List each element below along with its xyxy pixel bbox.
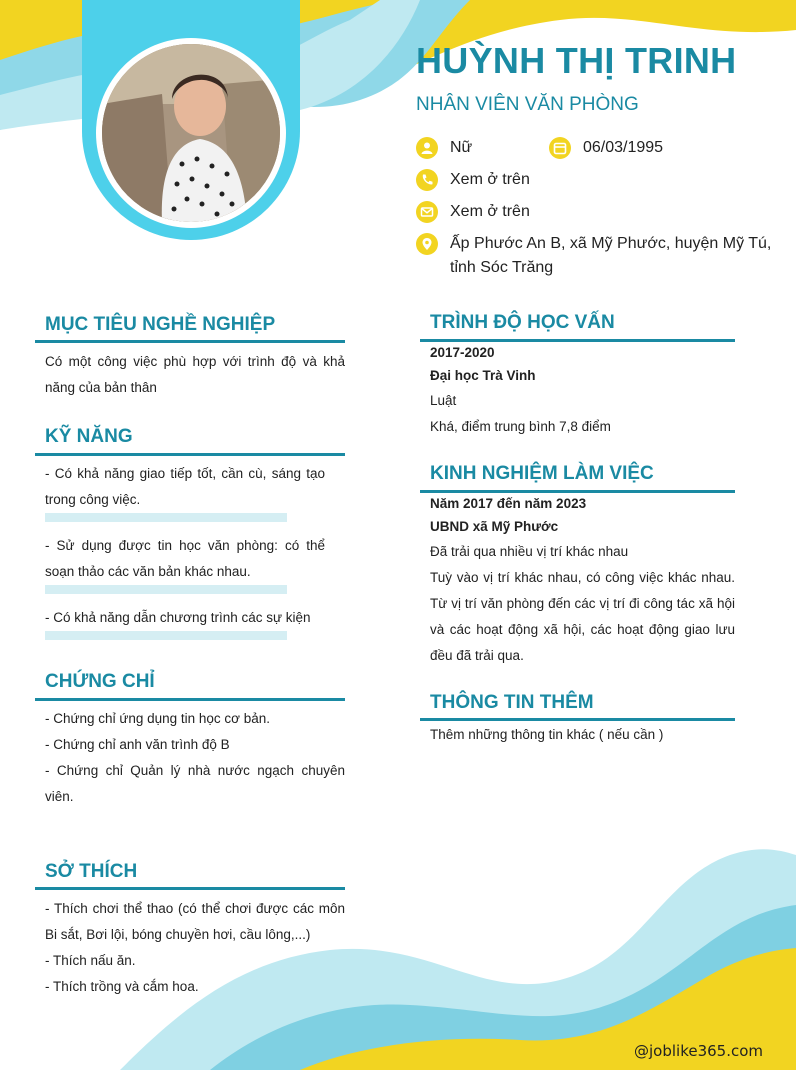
skill-level-bar: [45, 631, 287, 640]
skill-item: - Có khả năng giao tiếp tốt, cần cù, sáng tạo trong công việc.: [45, 466, 325, 507]
phone-row: [416, 169, 530, 192]
address-value: [450, 232, 771, 280]
certificate-item: - Chứng chỉ anh văn trình độ B: [45, 737, 230, 752]
experience-line: Đã trải qua nhiều vị trí khác nhau: [430, 544, 629, 559]
birthday-value: 06/03/1995: [583, 139, 664, 156]
gender-value: Nữ: [450, 139, 473, 156]
certificate-item: - Chứng chỉ ứng dụng tin học cơ bản.: [45, 711, 271, 726]
skill-item: - Có khả năng dẫn chương trình các sự kiện: [45, 610, 311, 625]
address-line-2: tỉnh Sóc Trăng: [450, 259, 554, 276]
candidate-name: HUỲNH THỊ TRINH: [416, 40, 737, 81]
certificates-title: CHỨNG CHỈ: [45, 671, 155, 692]
skill-level-bar: [45, 513, 287, 522]
objective-divider: [35, 340, 345, 343]
extra-text: Thêm những thông tin khác ( nếu cần ): [430, 727, 664, 742]
education-grade: Khá, điểm trung bình 7,8 điểm: [430, 419, 611, 434]
education-school: Đại học Trà Vinh: [430, 368, 536, 383]
extra-title: THÔNG TIN THÊM: [430, 692, 594, 713]
skill-item: - Sử dụng được tin học văn phòng: có thể soạn thảo các văn bản khác nhau.: [45, 538, 325, 579]
skills-divider: [35, 453, 345, 456]
user-icon: [416, 137, 438, 159]
hobby-item: - Thích chơi thể thao (có thể chơi được các môn Bi sắt, Bơi lội, bóng chuyền hơi, cầu lông,...): [45, 901, 345, 942]
experience-description: Tuỳ vào vị trí khác nhau, có công việc khác nhau. Từ vị trí văn phòng đến các vị trí đi công tác xã hội và các hoạt động xã hội, các hoạt động giao lưu đều đã trải qua.: [430, 570, 735, 663]
hobbies-divider: [35, 887, 345, 890]
skills-title: KỸ NĂNG: [45, 426, 133, 447]
location-icon: [416, 233, 438, 255]
job-title: NHÂN VIÊN VĂN PHÒNG: [416, 94, 639, 115]
phone-icon: [416, 169, 438, 191]
phone-value: Xem ở trên: [450, 171, 530, 188]
address-line-1: Ấp Phước An B, xã Mỹ Phước, huyện Mỹ Tú,: [450, 235, 772, 252]
certificate-item: - Chứng chỉ Quản lý nhà nước ngạch chuyên viên.: [45, 763, 345, 804]
experience-company: UBND xã Mỹ Phước: [430, 519, 559, 534]
experience-period: Năm 2017 đến năm 2023: [430, 496, 587, 511]
objective-text: Có một công việc phù hợp với trình độ và khả năng của bản thân: [45, 354, 345, 395]
birthday-row: [549, 137, 663, 160]
extra-divider: [420, 718, 735, 721]
mail-icon: [416, 201, 438, 223]
hobbies-title: SỞ THÍCH: [45, 861, 138, 882]
hobby-item: - Thích trồng và cắm hoa.: [45, 979, 199, 994]
email-value: Xem ở trên: [450, 203, 530, 220]
gender-row: [416, 137, 472, 160]
hobby-item: - Thích nấu ăn.: [45, 953, 136, 968]
avatar: [102, 44, 280, 222]
skill-level-bar: [45, 585, 287, 594]
education-title: TRÌNH ĐỘ HỌC VẤN: [430, 312, 615, 333]
email-row: [416, 201, 530, 224]
objective-title: MỤC TIÊU NGHỀ NGHIỆP: [45, 314, 276, 335]
certificates-divider: [35, 698, 345, 701]
address-row: [416, 233, 771, 280]
experience-title: KINH NGHIỆM LÀM VIỆC: [430, 463, 654, 484]
education-period: 2017-2020: [430, 345, 495, 360]
watermark: @joblike365.com: [634, 1042, 764, 1060]
avatar-photo: [102, 44, 280, 222]
calendar-icon: [549, 137, 571, 159]
education-major: Luật: [430, 393, 457, 408]
